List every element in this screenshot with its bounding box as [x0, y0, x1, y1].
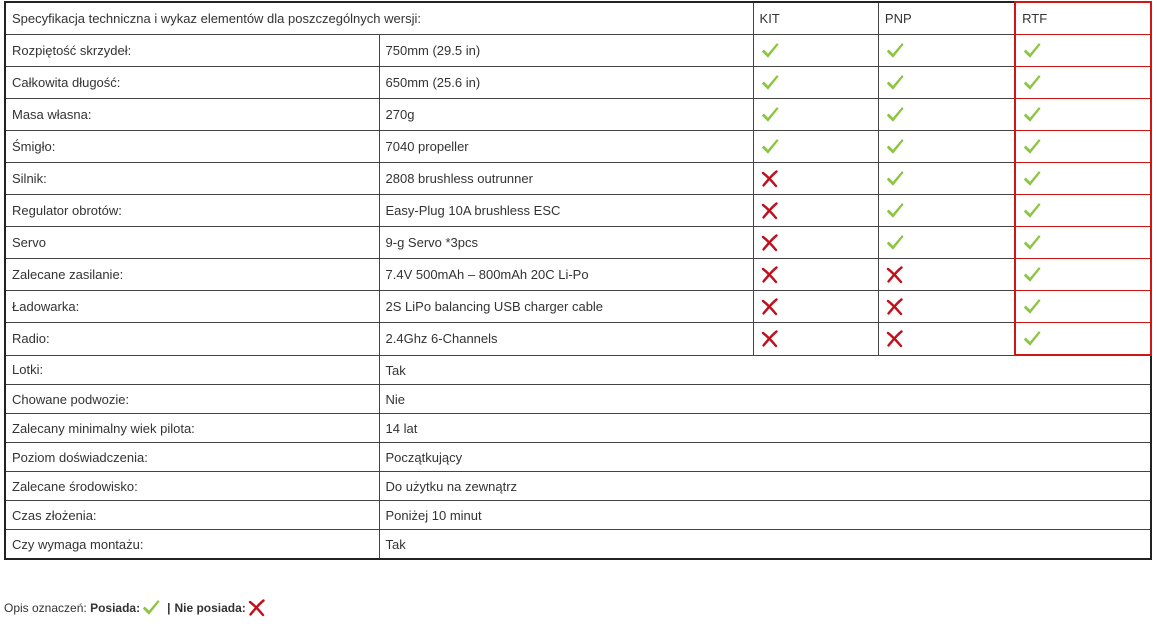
- availability-kit: [753, 67, 878, 99]
- spec-value: 9-g Servo *3pcs: [379, 227, 753, 259]
- availability-kit: [753, 291, 878, 323]
- variant-row: [5, 259, 1151, 291]
- spec-row: [5, 355, 1151, 385]
- availability-kit: [753, 131, 878, 163]
- cross-icon: [760, 265, 780, 285]
- spec-value: 7040 propeller: [379, 131, 753, 163]
- legend: [4, 598, 267, 618]
- table-header-row: [5, 2, 1151, 35]
- spec-value: 14 lat: [379, 414, 1151, 443]
- spec-label: Chowane podwozie:: [5, 385, 379, 414]
- check-icon: [1022, 329, 1042, 349]
- spec-value: Poniżej 10 minut: [379, 501, 1151, 530]
- availability-pnp: [878, 259, 1015, 291]
- availability-rtf: [1015, 35, 1151, 67]
- check-icon: [760, 41, 780, 61]
- spec-label: Servo: [5, 227, 379, 259]
- check-icon: [885, 169, 905, 189]
- availability-pnp: [878, 195, 1015, 227]
- availability-rtf: [1015, 163, 1151, 195]
- check-icon: [885, 73, 905, 93]
- check-icon: [1022, 41, 1042, 61]
- cross-icon: [885, 265, 905, 285]
- check-icon: [1022, 105, 1042, 125]
- spec-value: Easy-Plug 10A brushless ESC: [379, 195, 753, 227]
- availability-pnp: [878, 227, 1015, 259]
- cross-icon: [760, 297, 780, 317]
- check-icon: [1022, 169, 1042, 189]
- spec-label: Całkowita długość:: [5, 67, 379, 99]
- spec-value: 650mm (25.6 in): [379, 67, 753, 99]
- spec-label: Zalecane środowisko:: [5, 472, 379, 501]
- spec-value: Nie: [379, 385, 1151, 414]
- spec-row: [5, 501, 1151, 530]
- cross-icon: [760, 233, 780, 253]
- variant-row: [5, 131, 1151, 163]
- availability-kit: [753, 227, 878, 259]
- spec-row: [5, 443, 1151, 472]
- spec-value: 2808 brushless outrunner: [379, 163, 753, 195]
- spec-row: [5, 472, 1151, 501]
- availability-rtf: [1015, 131, 1151, 163]
- check-icon: [760, 73, 780, 93]
- check-icon: [1022, 137, 1042, 157]
- spec-label: Masa własna:: [5, 99, 379, 131]
- spec-label: Poziom doświadczenia:: [5, 443, 379, 472]
- spec-value: Początkujący: [379, 443, 1151, 472]
- check-icon: [885, 201, 905, 221]
- legend-prefix: Opis oznaczeń:: [4, 601, 87, 615]
- version-header-rtf: RTF: [1015, 2, 1151, 35]
- availability-kit: [753, 259, 878, 291]
- spec-label: Czy wymaga montażu:: [5, 530, 379, 560]
- cross-icon: [760, 201, 780, 221]
- check-icon: [760, 137, 780, 157]
- spec-label: Zalecany minimalny wiek pilota:: [5, 414, 379, 443]
- spec-label: Rozpiętość skrzydeł:: [5, 35, 379, 67]
- variant-row: [5, 67, 1151, 99]
- version-header-kit: KIT: [753, 2, 878, 35]
- spec-label: Silnik:: [5, 163, 379, 195]
- availability-pnp: [878, 67, 1015, 99]
- availability-pnp: [878, 163, 1015, 195]
- cross-icon: [885, 329, 905, 349]
- cross-icon: [247, 598, 267, 618]
- legend-separator: |: [167, 601, 171, 615]
- spec-label: Czas złożenia:: [5, 501, 379, 530]
- cross-icon: [760, 329, 780, 349]
- legend-has-label: Posiada:: [90, 601, 141, 615]
- availability-pnp: [878, 131, 1015, 163]
- check-icon: [760, 105, 780, 125]
- variant-row: [5, 227, 1151, 259]
- check-icon: [1022, 201, 1042, 221]
- spec-value: 750mm (29.5 in): [379, 35, 753, 67]
- availability-pnp: [878, 291, 1015, 323]
- check-icon: [141, 598, 161, 618]
- spec-label: Ładowarka:: [5, 291, 379, 323]
- variant-row: [5, 99, 1151, 131]
- spec-value: Tak: [379, 530, 1151, 560]
- check-icon: [885, 233, 905, 253]
- cross-icon: [885, 297, 905, 317]
- availability-kit: [753, 163, 878, 195]
- availability-kit: [753, 35, 878, 67]
- spec-label: Radio:: [5, 323, 379, 356]
- spec-label: Lotki:: [5, 355, 379, 385]
- spec-label: Śmigło:: [5, 131, 379, 163]
- availability-rtf: [1015, 291, 1151, 323]
- spec-value: Tak: [379, 355, 1151, 385]
- check-icon: [1022, 265, 1042, 285]
- availability-rtf: [1015, 67, 1151, 99]
- spec-table: [4, 1, 1152, 560]
- spec-value: 270g: [379, 99, 753, 131]
- availability-rtf: [1015, 323, 1151, 356]
- variant-row: [5, 35, 1151, 67]
- availability-kit: [753, 195, 878, 227]
- spec-label: Regulator obrotów:: [5, 195, 379, 227]
- spec-row: [5, 530, 1151, 560]
- version-header-pnp: PNP: [878, 2, 1015, 35]
- spec-value: 7.4V 500mAh – 800mAh 20C Li-Po: [379, 259, 753, 291]
- availability-rtf: [1015, 227, 1151, 259]
- spec-row: [5, 385, 1151, 414]
- check-icon: [885, 137, 905, 157]
- check-icon: [1022, 73, 1042, 93]
- check-icon: [885, 41, 905, 61]
- availability-pnp: [878, 323, 1015, 356]
- variant-row: [5, 291, 1151, 323]
- availability-rtf: [1015, 99, 1151, 131]
- variant-row: [5, 163, 1151, 195]
- availability-rtf: [1015, 259, 1151, 291]
- spec-value: Do użytku na zewnątrz: [379, 472, 1151, 501]
- spec-row: [5, 414, 1151, 443]
- availability-pnp: [878, 35, 1015, 67]
- variant-row: [5, 323, 1151, 356]
- spec-value: 2.4Ghz 6-Channels: [379, 323, 753, 356]
- legend-not-label: Nie posiada:: [174, 601, 246, 615]
- check-icon: [885, 105, 905, 125]
- availability-rtf: [1015, 195, 1151, 227]
- spec-label: Zalecane zasilanie:: [5, 259, 379, 291]
- cross-icon: [760, 169, 780, 189]
- check-icon: [1022, 233, 1042, 253]
- availability-kit: [753, 323, 878, 356]
- table-title: Specyfikacja techniczna i wykaz elementów dla poszczególnych wersji:: [5, 2, 753, 35]
- check-icon: [1022, 297, 1042, 317]
- variant-row: [5, 195, 1151, 227]
- spec-value: 2S LiPo balancing USB charger cable: [379, 291, 753, 323]
- availability-kit: [753, 99, 878, 131]
- availability-pnp: [878, 99, 1015, 131]
